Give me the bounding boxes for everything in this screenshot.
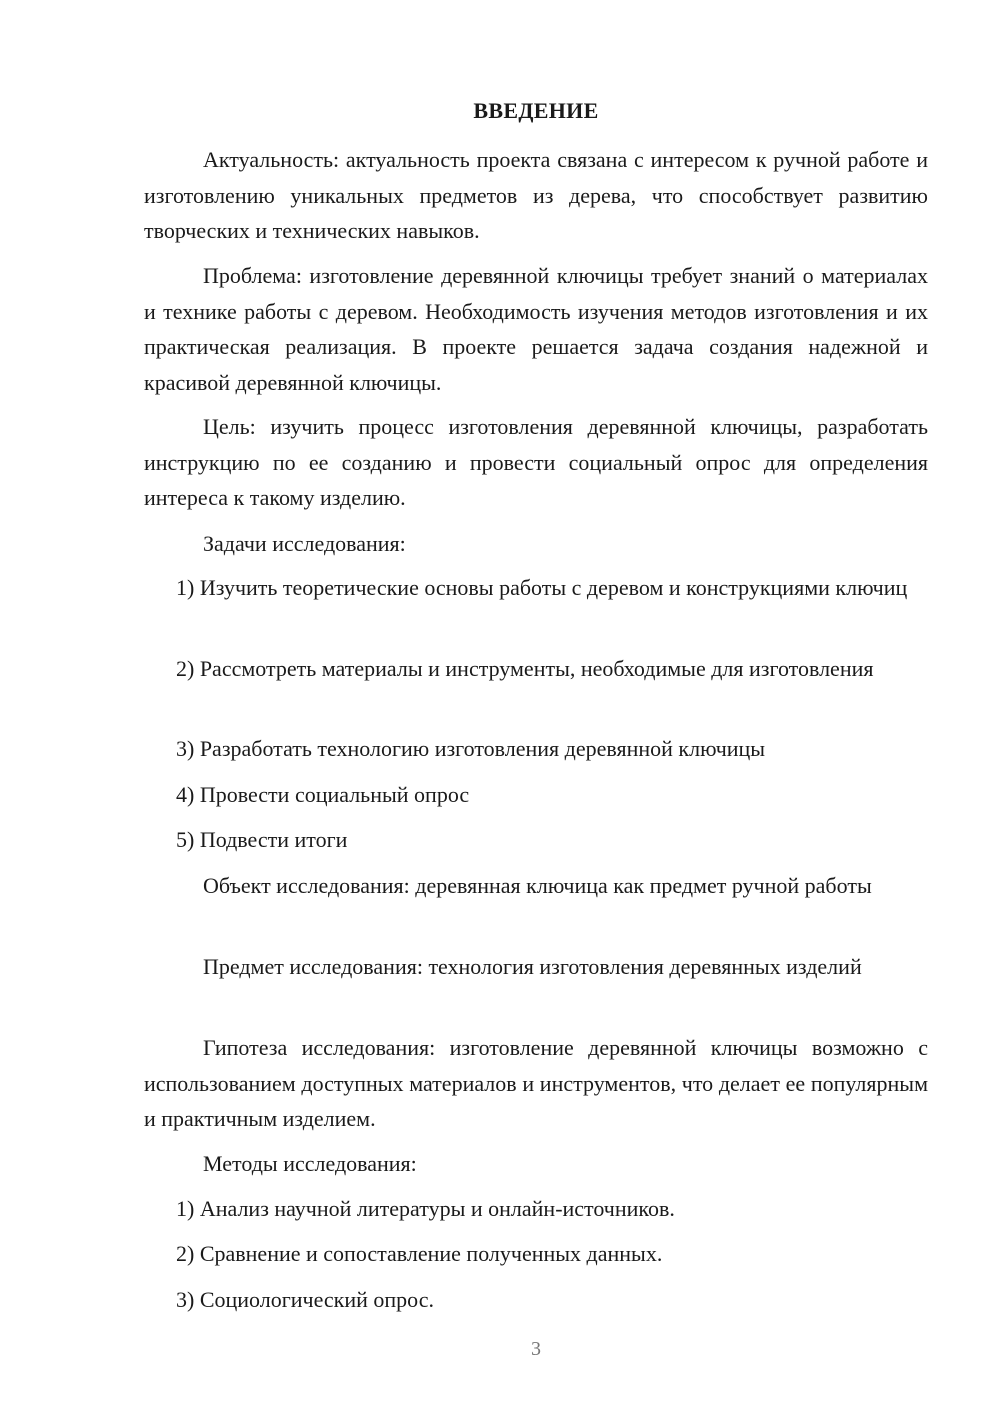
page-title: ВВЕДЕНИЕ [473, 98, 599, 123]
paragraph-problem: Проблема: изготовление деревянной ключицы требует знаний о материалах и технике работы с деревом. Необходимость изучения методов изготовления и их практическая реализация. В проекте решается задача создания надежной и красивой деревянной ключицы. [144, 263, 928, 395]
document-page [144, 0, 928, 1414]
paragraph-goal: Цель: изучить процесс изготовления деревянной ключицы, разработать инструкцию по ее созданию и провести социальный опрос для определения интереса к такому изделию. [144, 414, 928, 510]
paragraph-hypothesis: Гипотеза исследования: изготовление деревянной ключицы возможно с использованием доступных материалов и инструментов, что делает ее популярным и практичным изделием. [144, 1035, 928, 1131]
page-number: 3 [531, 1338, 541, 1360]
task-item-1: 1) Изучить теоретические основы работы с деревом и конструкциями ключиц [176, 575, 908, 600]
method-item-2: 2) Сравнение и сопоставление полученных данных. [176, 1241, 663, 1266]
method-item-1: 1) Анализ научной литературы и онлайн-источников. [176, 1196, 675, 1221]
method-item-3: 3) Социологический опрос. [176, 1287, 434, 1312]
task-item-3: 3) Разработать технологию изготовления деревянной ключицы [176, 736, 766, 761]
task-item-5: 5) Подвести итоги [176, 827, 348, 852]
paragraph-object: Объект исследования: деревянная ключица как предмет ручной работы [203, 873, 872, 898]
paragraph-subject: Предмет исследования: технология изготовления деревянных изделий [203, 954, 862, 979]
paragraph-methods-heading: Методы исследования: [203, 1151, 417, 1176]
task-item-2: 2) Рассмотреть материалы и инструменты, необходимые для изготовления [176, 656, 874, 681]
paragraph-tasks-heading: Задачи исследования: [203, 531, 406, 556]
task-item-4: 4) Провести социальный опрос [176, 782, 470, 807]
paragraph-relevance: Актуальность: актуальность проекта связана с интересом к ручной работе и изготовлению уникальных предметов из дерева, что способствует развитию творческих и технических навыков. [144, 147, 928, 243]
